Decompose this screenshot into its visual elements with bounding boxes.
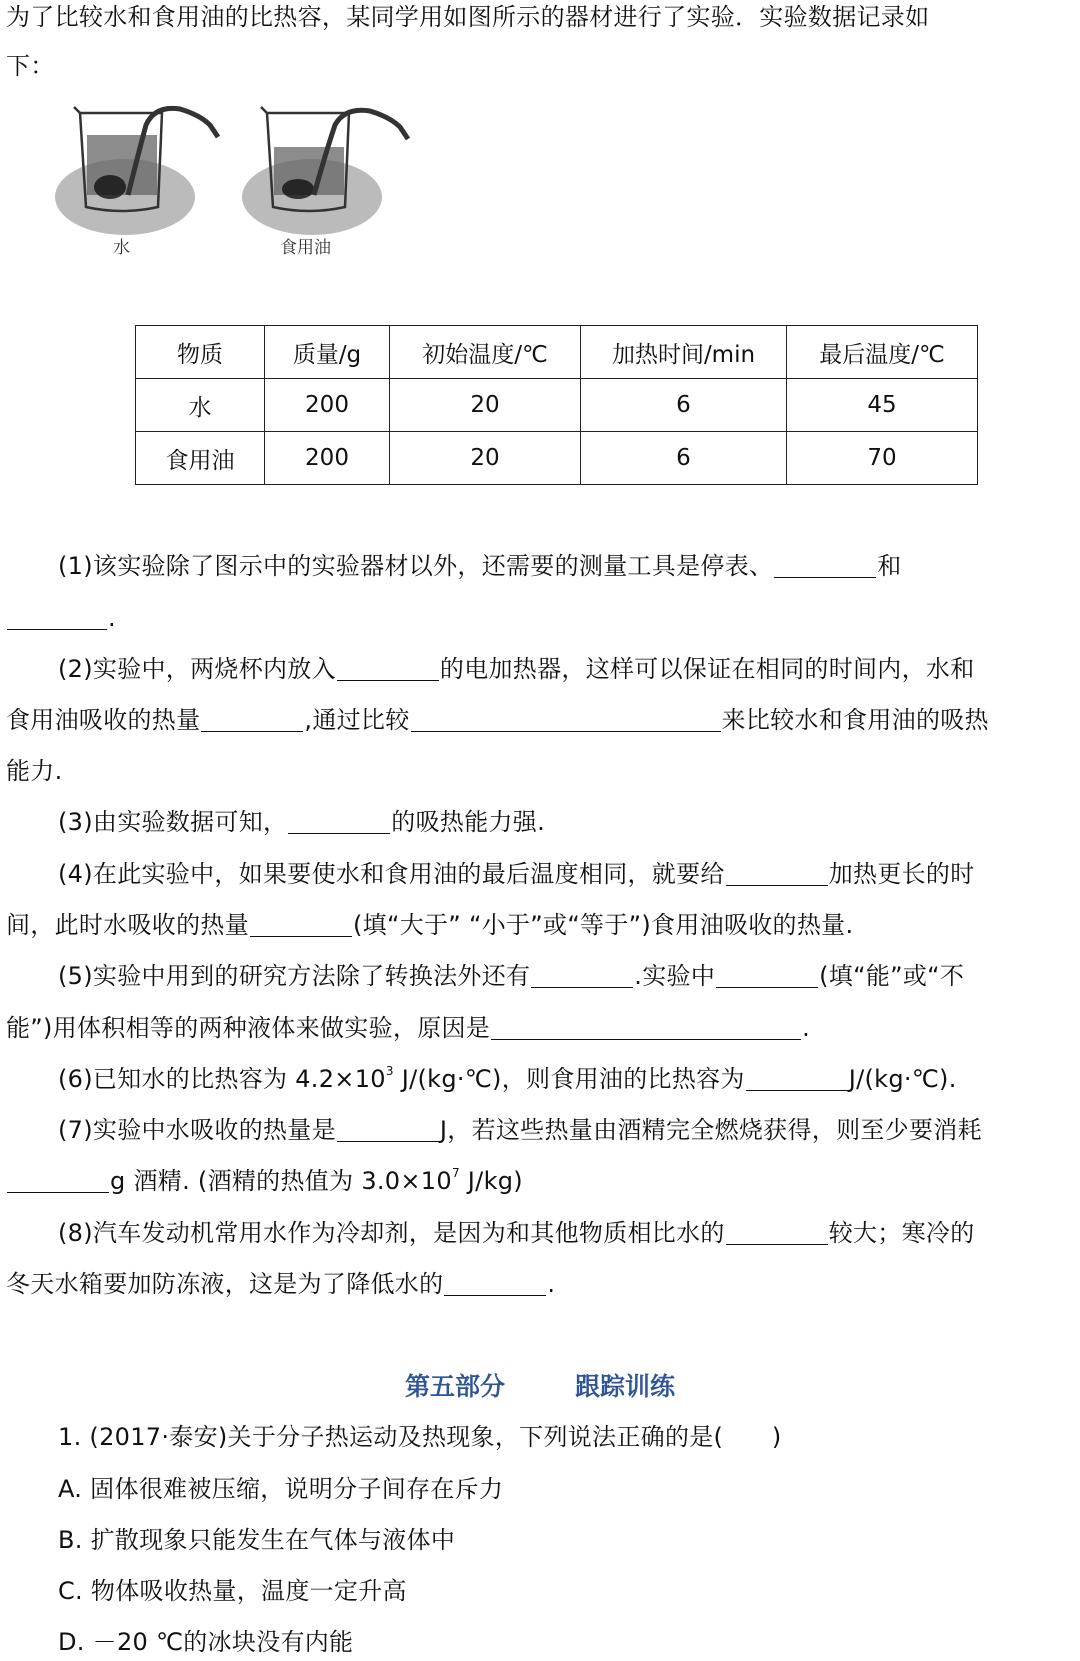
question-8-line-1 — [58, 1216, 1066, 1250]
q2-text: (2)实验中，两烧杯内放入 — [58, 655, 336, 683]
question-2-line-1 — [58, 652, 1066, 686]
q4-text: (填“大于” “小于”或“等于”)食用油吸收的热量. — [353, 911, 854, 939]
table-cell: 6 — [581, 432, 787, 485]
table-row — [136, 432, 978, 485]
answer-blank[interactable] — [337, 1117, 439, 1142]
q1-text: . — [108, 604, 116, 632]
q4-text: 加热更长的时 — [828, 860, 975, 888]
q1-text: (1)该实验除了图示中的实验器材以外，还需要的测量工具是停表、 — [58, 552, 774, 580]
q6-exponent: 3 — [385, 1064, 394, 1078]
answer-blank[interactable] — [746, 1066, 848, 1091]
answer-blank[interactable] — [288, 809, 390, 834]
q3-text: (3)由实验数据可知， — [58, 808, 288, 836]
answer-blank[interactable] — [726, 1220, 828, 1245]
q8-text: 较大；寒冷的 — [828, 1219, 975, 1247]
q7-text: J/kg) — [459, 1167, 523, 1195]
answer-blank[interactable] — [411, 707, 721, 732]
question-4-line-1 — [58, 857, 1066, 891]
table-cell: 20 — [390, 432, 581, 485]
mcq-option-b: B. 扩散现象只能发生在气体与液体中 — [58, 1526, 456, 1554]
q5-text: .实验中 — [634, 962, 716, 990]
q7-text: (7)实验中水吸收的热量是 — [58, 1116, 336, 1144]
q5-text: (填“能”或“不 — [819, 962, 965, 990]
label-water: 水 — [113, 238, 130, 258]
question-8-line-2 — [6, 1267, 1066, 1301]
mcq-option-c: C. 物体吸收热量，温度一定升高 — [58, 1577, 407, 1605]
answer-blank[interactable] — [337, 656, 439, 681]
question-2-line-3: 能力. — [6, 757, 63, 785]
table-cell: 水 — [136, 379, 265, 432]
q3-text: 的吸热能力强. — [391, 808, 546, 836]
answer-blank[interactable] — [774, 553, 876, 578]
q2-text: 的电加热器，这样可以保证在相同的时间内，水和 — [439, 655, 975, 683]
q8-text: . — [547, 1270, 556, 1298]
beaker-figure — [50, 95, 470, 285]
table-cell: 6 — [581, 379, 787, 432]
table-cell: 200 — [265, 432, 390, 485]
answer-blank[interactable] — [444, 1271, 546, 1296]
answer-blank[interactable] — [250, 912, 352, 937]
table-cell: 食用油 — [136, 432, 265, 485]
label-oil: 食用油 — [280, 238, 331, 258]
q5-text: 能”)用体积相等的两种液体来做实验，原因是 — [6, 1014, 491, 1042]
section-part: 第五部分 — [404, 1372, 505, 1401]
q5-text: . — [802, 1014, 811, 1042]
mcq-stem: 1. (2017·泰安)关于分子热运动及热现象，下列说法正确的是( ) — [58, 1423, 782, 1451]
q4-text: (4)在此实验中，如果要使水和食用油的最后温度相同，就要给 — [58, 860, 725, 888]
q5-text: (5)实验中用到的研究方法除了转换法外还有 — [58, 962, 531, 990]
header-cell: 初始温度/℃ — [390, 326, 581, 379]
q7-text: J，若这些热量由酒精完全燃烧获得，则至少要消耗 — [439, 1116, 982, 1144]
table-cell: 20 — [390, 379, 581, 432]
question-1-line-1 — [58, 549, 1066, 583]
water-beaker-illustration — [55, 107, 218, 235]
question-4-line-2 — [6, 908, 1066, 942]
q7-text: g 酒精. (酒精的热值为 3.0×10 — [110, 1167, 452, 1195]
answer-blank[interactable] — [716, 963, 818, 988]
q6-text: J/(kg·℃). — [848, 1065, 957, 1093]
table-cell: 200 — [265, 379, 390, 432]
header-cell: 加热时间/min — [581, 326, 787, 379]
q6-text: J/(kg·℃)，则食用油的比热容为 — [393, 1065, 745, 1093]
q7-exponent: 7 — [451, 1166, 460, 1180]
intro-line-2: 下： — [6, 52, 55, 80]
table-cell: 70 — [787, 432, 978, 485]
header-cell: 最后温度/℃ — [787, 326, 978, 379]
table-header-row — [136, 326, 978, 379]
question-3-line — [58, 805, 1066, 839]
q8-text: (8)汽车发动机常用水作为冷却剂，是因为和其他物质相比水的 — [58, 1219, 725, 1247]
section-heading — [0, 1370, 1080, 1404]
section-title-text: 跟踪训练 — [575, 1372, 676, 1401]
question-5-line-2 — [6, 1011, 1066, 1045]
question-6-line — [58, 1062, 1066, 1096]
question-5-line-1 — [58, 959, 1066, 993]
q8-text: 冬天水箱要加防冻液，这是为了降低水的 — [6, 1270, 444, 1298]
q1-text: 和 — [877, 552, 902, 580]
q2-text: ,通过比较 — [304, 706, 410, 734]
mcq-option-d: D. －20 ℃的冰块没有内能 — [58, 1628, 354, 1656]
question-7-line-2 — [6, 1164, 1066, 1198]
q2-text: 来比较水和食用油的吸热 — [721, 706, 989, 734]
answer-blank[interactable] — [7, 605, 107, 630]
q6-text: (6)已知水的比热容为 4.2×10 — [58, 1065, 386, 1093]
header-cell: 物质 — [136, 326, 265, 379]
question-7-line-1 — [58, 1113, 1066, 1147]
mcq-option-a: A. 固体很难被压缩，说明分子间存在斥力 — [58, 1475, 504, 1503]
answer-blank[interactable] — [726, 861, 828, 886]
q2-text: 食用油吸收的热量 — [6, 706, 201, 734]
answer-blank[interactable] — [491, 1015, 801, 1040]
intro-line-1: 为了比较水和食用油的比热容，某同学用如图所示的器材进行了实验．实验数据记录如 — [6, 3, 930, 31]
table-row — [136, 379, 978, 432]
question-1-line-2 — [6, 601, 1066, 635]
answer-blank[interactable] — [201, 707, 303, 732]
table-cell: 45 — [787, 379, 978, 432]
answer-blank[interactable] — [531, 963, 633, 988]
q4-text: 间，此时水吸收的热量 — [6, 911, 249, 939]
oil-beaker-illustration — [242, 107, 408, 235]
question-2-line-2 — [6, 703, 1066, 737]
answer-blank[interactable] — [7, 1168, 109, 1193]
data-table — [135, 325, 978, 485]
header-cell: 质量/g — [265, 326, 390, 379]
